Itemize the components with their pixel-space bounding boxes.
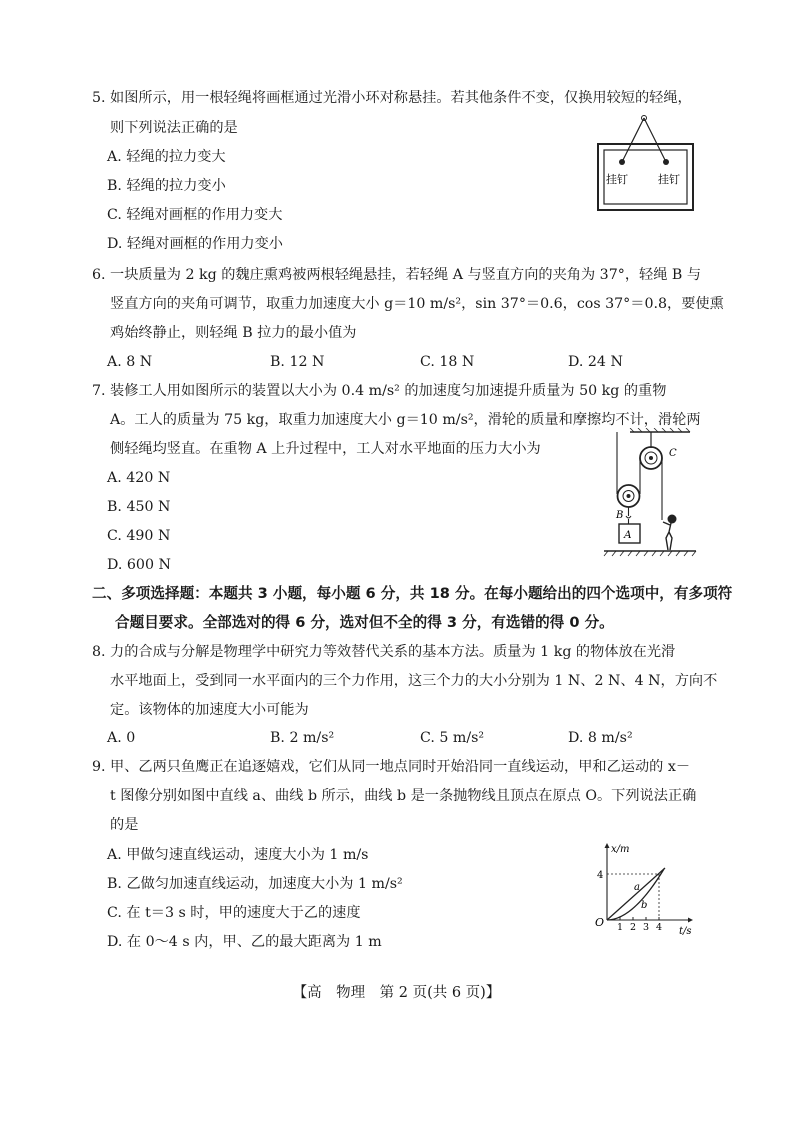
q7-stem-line2: A。工人的质量为 75 kg，取重力加速度大小 g＝10 m/s²，滑轮的质量和摩擦均不计，滑轮两 <box>110 412 701 428</box>
q5-option-d: D. 轻绳对画框的作用力变小 <box>107 236 283 252</box>
q7-option-a: A. 420 N <box>107 470 171 486</box>
q7-stem-line1: 7. 装修工人用如图所示的装置以大小为 0.4 m/s² 的加速度匀加速提升质量为 50 kg 的重物 <box>92 383 667 399</box>
q9-x-tick-4: 4 <box>656 922 663 933</box>
q5-stem-line1: 5. 如图所示，用一根轻绳将画框通过光滑小环对称悬挂。若其他条件不变，仅换用较短的轻绳， <box>92 90 692 106</box>
q9-y-axis-label: x/m <box>611 844 630 855</box>
q5-fig-nail-right: 挂钉 <box>658 173 680 186</box>
q5-fig-nail-left: 挂钉 <box>606 173 628 186</box>
q6-stem-line1: 6. 一块质量为 2 kg 的魏庄熏鸡被两根轻绳悬挂，若轻绳 A 与竖直方向的夹角为 37°，轻绳 B 与 <box>92 267 702 283</box>
page-footer: 【高 物理 第 2 页(共 6 页)】 <box>292 985 501 1001</box>
q8-option-d: D. 8 m/s² <box>568 730 633 746</box>
q5-picture-frame-figure <box>595 113 697 213</box>
q9-xt-graph <box>588 838 700 936</box>
q9-option-c: C. 在 t＝3 s 时，甲的速度大于乙的速度 <box>107 905 361 921</box>
q8-option-c: C. 5 m/s² <box>420 730 485 746</box>
q7-option-c: C. 490 N <box>107 528 171 544</box>
q7-fig-label-b: B <box>616 510 624 521</box>
q7-option-b: B. 450 N <box>107 499 171 515</box>
q9-x-axis-label: t/s <box>679 926 692 936</box>
q7-fig-label-a: A <box>624 529 632 541</box>
q9-stem-line2: t 图像分别如图中直线 a、曲线 b 所示，曲线 b 是一条抛物线且顶点在原点 O。下列说法正确 <box>110 788 697 804</box>
q9-y-tick-4: 4 <box>597 870 604 881</box>
q8-stem-line2: 水平地面上，受到同一水平面内的三个力作用，这三个力的大小分别为 1 N、2 N、4 N，方向不 <box>110 673 718 689</box>
q5-option-b: B. 轻绳的拉力变小 <box>107 178 226 194</box>
q8-stem-line3: 定。该物体的加速度大小可能为 <box>110 702 309 718</box>
q8-option-b: B. 2 m/s² <box>270 730 335 746</box>
q9-stem-line1: 9. 甲、乙两只鱼鹰正在追逐嬉戏，它们从同一地点同时开始沿同一直线运动，甲和乙运动的 x－ <box>92 759 691 775</box>
q7-pulley-figure <box>602 428 697 560</box>
q9-x-tick-3: 3 <box>643 922 650 933</box>
q5-stem-line2: 则下列说法正确的是 <box>110 120 238 136</box>
q9-x-tick-1: 1 <box>617 922 624 933</box>
q7-stem-line3: 侧轻绳均竖直。在重物 A 上升过程中，工人对水平地面的压力大小为 <box>110 441 541 457</box>
q9-option-b: B. 乙做匀加速直线运动，加速度大小为 1 m/s² <box>107 876 403 892</box>
q5-option-a: A. 轻绳的拉力变大 <box>107 149 226 165</box>
q6-option-b: B. 12 N <box>270 354 325 370</box>
q6-option-c: C. 18 N <box>420 354 475 370</box>
q7-fig-label-c: C <box>669 448 677 459</box>
q9-x-tick-2: 2 <box>630 922 637 933</box>
q8-option-a: A. 0 <box>107 730 136 746</box>
q6-option-d: D. 24 N <box>568 354 623 370</box>
q6-stem-line3: 鸡始终静止，则轻绳 B 拉力的最小值为 <box>110 325 357 341</box>
q6-stem-line2: 竖直方向的夹角可调节，取重力加速度大小 g＝10 m/s²，sin 37°＝0.6，cos 37°＝0.8，要使熏 <box>110 296 724 312</box>
q9-option-d: D. 在 0～4 s 内，甲、乙的最大距离为 1 m <box>107 934 382 950</box>
q9-curve-b-label: b <box>641 900 648 911</box>
q9-stem-line3: 的是 <box>110 817 139 833</box>
section-heading-line1: 二、多项选择题：本题共 3 小题，每小题 6 分，共 18 分。在每小题给出的四个选项中，有多项符 <box>92 585 733 602</box>
q7-option-d: D. 600 N <box>107 557 171 573</box>
q8-stem-line1: 8. 力的合成与分解是物理学中研究力等效替代关系的基本方法。质量为 1 kg 的物体放在光滑 <box>92 644 676 660</box>
q9-option-a: A. 甲做匀速直线运动，速度大小为 1 m/s <box>107 847 369 863</box>
section-heading-line2: 合题目要求。全部选对的得 6 分，选对但不全的得 3 分，有选错的得 0 分。 <box>115 614 614 631</box>
q9-line-a-label: a <box>634 882 640 893</box>
q6-option-a: A. 8 N <box>107 354 153 370</box>
q9-origin-label: O <box>595 916 605 929</box>
q5-option-c: C. 轻绳对画框的作用力变大 <box>107 207 283 223</box>
